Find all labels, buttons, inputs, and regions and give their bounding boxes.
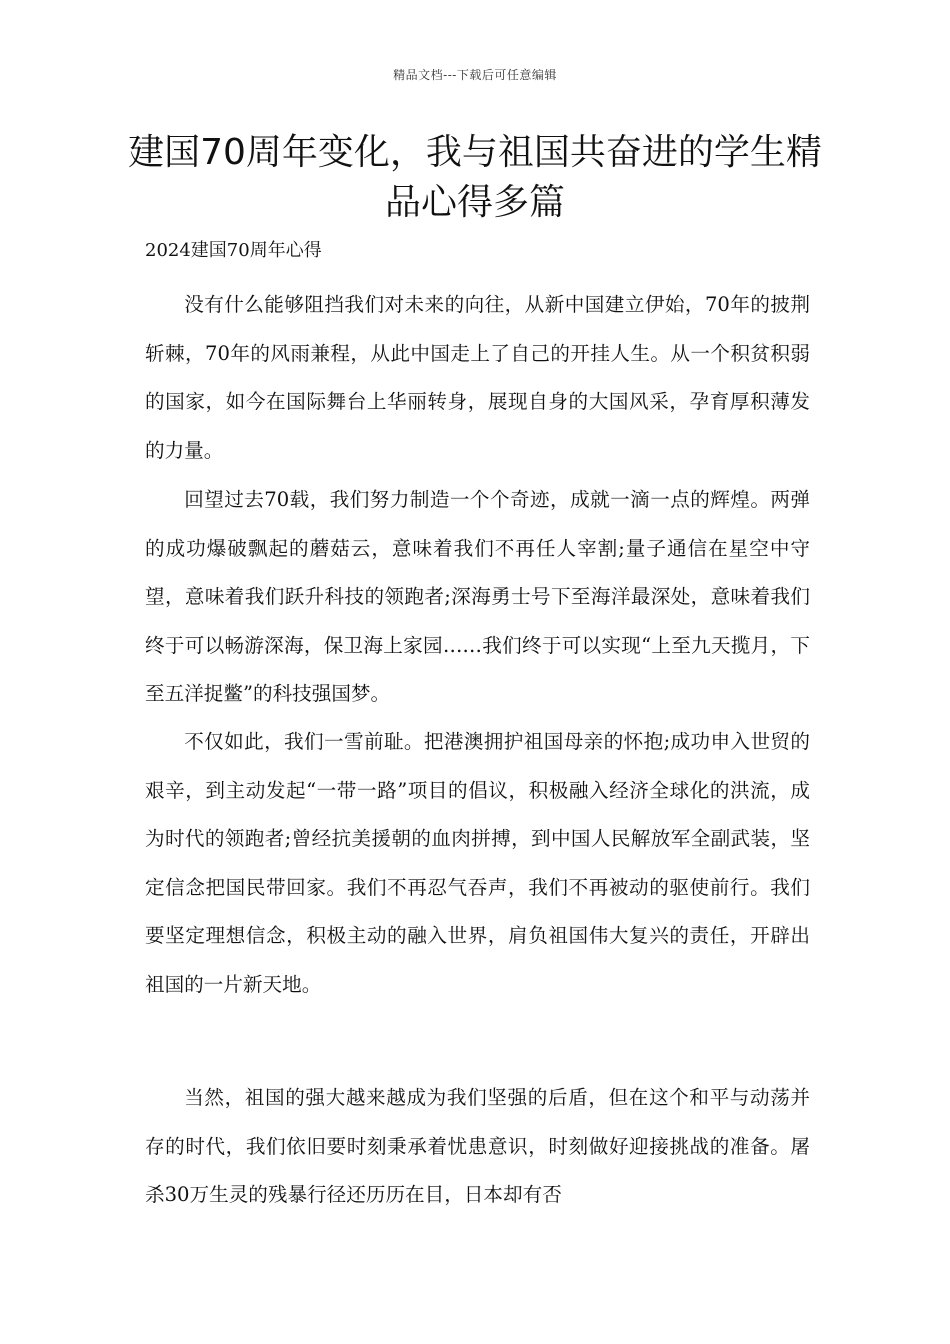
body-paragraph: 当然，祖国的强大越来越成为我们坚强的后盾，但在这个和平与动荡并存的时代，我们依旧要时刻秉承着忧患意识，时刻做好迎接挑战的准备。屠杀30万生灵的残暴行径还历历在目，日本却有否: [145, 1086, 810, 1207]
document-title: 建国70周年变化，我与祖国共奋进的学生精品心得多篇: [128, 132, 822, 223]
body-paragraph: 没有什么能够阻挡我们对未来的向往，从新中国建立伊始，70年的披荆斩棘，70年的风雨兼程，从此中国走上了自己的开挂人生。从一个积贫积弱的国家，如今在国际舞台上华丽转身，展现自身的大国风采，孕育厚积薄发的力量。: [145, 293, 810, 462]
body-paragraph: 不仅如此，我们一雪前耻。把港澳拥护祖国母亲的怀抱;成功申入世贸的艰辛，到主动发起“一带一路”项目的倡议，积极融入经济全球化的洪流，成为时代的领跑者;曾经抗美援朝的血肉拼搏，到中国人民解放军全副武装，坚定信念把国民带回家。我们不再忍气吞声，我们不再被动的驱使前行。我们要坚定理想信念，积极主动的融入世界，肩负祖国伟大复兴的责任，开辟出祖国的一片新天地。: [145, 730, 810, 996]
document-subtitle: 2024建国70周年心得: [145, 240, 322, 261]
header-note: 精品文档---下载后可任意编辑: [393, 68, 557, 82]
body-paragraph: 回望过去70载，我们努力制造一个个奇迹，成就一滴一点的辉煌。两弹的成功爆破飘起的蘑菇云，意味着我们不再任人宰割;量子通信在星空中守望，意味着我们跃升科技的领跑者;深海勇士号下至海洋最深处，意味着我们终于可以畅游深海，保卫海上家园……我们终于可以实现“上至九天揽月，下至五洋捉鳖”的科技强国梦。: [145, 488, 810, 706]
